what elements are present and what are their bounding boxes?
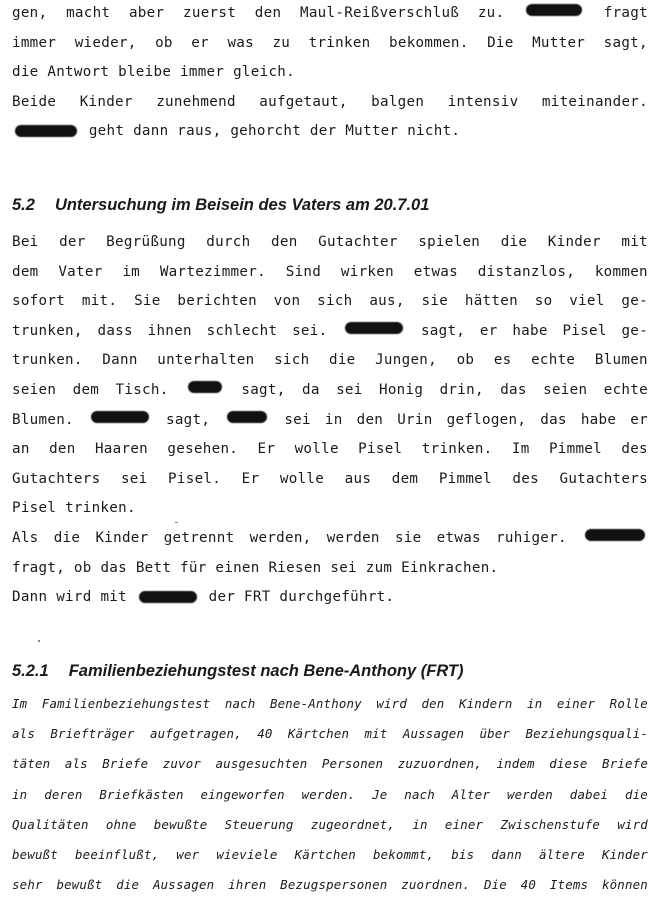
word: berichten <box>177 293 257 310</box>
word: werden, <box>249 530 312 546</box>
word: schlecht <box>206 322 278 339</box>
word: ge- <box>621 322 648 339</box>
word: dass <box>97 322 133 339</box>
word: bewußt <box>56 877 103 893</box>
text-line <box>12 93 648 111</box>
word: Qualitäten <box>12 816 89 832</box>
word: habe <box>512 322 548 339</box>
text-line <box>12 817 648 833</box>
word: Bett <box>135 559 172 576</box>
word: Riesen <box>268 559 322 576</box>
word: Sind <box>285 263 322 280</box>
text-line <box>12 726 648 742</box>
word: von <box>273 293 301 310</box>
word: Gutachters <box>559 470 648 487</box>
word: Die <box>483 877 507 893</box>
word: Sie <box>134 293 161 310</box>
word: Pisel <box>358 441 403 458</box>
word: sich <box>274 352 310 369</box>
word: gen, <box>12 5 48 21</box>
text-line <box>12 588 648 606</box>
word: das <box>540 411 567 428</box>
word: sagt, <box>166 411 211 428</box>
word: das <box>100 559 127 576</box>
redaction-mark <box>345 322 403 334</box>
word: macht <box>66 5 111 21</box>
word: bleibe <box>118 64 172 81</box>
word: er <box>479 322 498 339</box>
word: einer <box>444 816 484 832</box>
word: Briefträger <box>50 726 135 742</box>
word: nicht. <box>407 123 461 140</box>
word: Haaren <box>94 441 149 458</box>
word: zu <box>272 34 291 51</box>
word: Im <box>511 441 530 458</box>
word: an <box>12 441 30 458</box>
text-line <box>12 787 648 803</box>
word: Vater <box>58 263 103 280</box>
word: Jungen, <box>375 352 437 369</box>
word: als <box>12 726 35 742</box>
word: Pimmel <box>438 470 492 487</box>
word: aus <box>344 470 372 487</box>
word: nach <box>224 696 256 711</box>
word: zuerst <box>183 5 237 21</box>
word: über <box>479 726 511 742</box>
word: trinken <box>308 34 371 51</box>
word: Beide <box>12 93 57 110</box>
word: bewußte <box>153 816 208 832</box>
word: wieder, <box>74 34 137 51</box>
text-line <box>12 34 648 52</box>
word: seien <box>543 382 588 398</box>
word: intensiv <box>447 93 519 110</box>
word: den <box>254 5 282 21</box>
word: bekommt, <box>372 847 435 862</box>
word: da <box>301 382 320 398</box>
word: mit <box>100 589 127 606</box>
text-line <box>12 440 648 458</box>
word: Gutachter <box>318 234 398 250</box>
word: immer <box>12 34 57 51</box>
word: sei <box>284 411 311 428</box>
word: die <box>329 352 356 369</box>
word: der <box>208 589 236 606</box>
word: des <box>621 441 648 458</box>
word: der <box>309 123 337 140</box>
word: ruhiger. <box>496 530 567 546</box>
word: mit <box>364 726 388 742</box>
word: ältere <box>538 847 585 862</box>
word: kommen <box>594 263 648 280</box>
word: Einkrachen. <box>401 559 499 576</box>
word: ob <box>155 34 173 51</box>
word: mit. <box>81 293 118 310</box>
text-line <box>12 233 648 251</box>
word: Gutachters <box>12 470 101 487</box>
text-line <box>12 322 648 340</box>
word: etwas <box>436 530 481 546</box>
word: spielen <box>418 234 481 250</box>
section-title: Untersuchung im Beisein des Vaters am 20.7.01 <box>54 196 430 214</box>
word: ohne <box>105 816 137 832</box>
word: zunehmend <box>156 93 236 110</box>
text-line <box>12 877 648 893</box>
word: Kärtchen <box>287 726 350 742</box>
word: ausgesuchten <box>215 756 308 772</box>
word: Mutter <box>345 123 399 140</box>
word: dem <box>391 470 419 487</box>
word: dann <box>491 847 522 862</box>
word: wird <box>376 696 407 711</box>
word: werden <box>506 786 553 802</box>
word: Antwort <box>47 64 110 81</box>
word: Als <box>12 530 39 546</box>
word: ge- <box>621 293 648 310</box>
word: Er <box>257 441 276 458</box>
word: täten <box>12 756 51 772</box>
word: es <box>493 352 512 369</box>
word: Personen <box>321 756 384 772</box>
word: unterhalten <box>157 352 255 369</box>
word: der <box>59 234 86 250</box>
word: sei <box>120 470 148 487</box>
word: trunken, <box>12 322 83 339</box>
word: wer <box>176 847 200 862</box>
word: die <box>53 530 81 546</box>
word: den <box>49 441 76 458</box>
word: Briefe <box>102 756 149 772</box>
word: in <box>324 411 343 428</box>
text-line <box>12 411 648 429</box>
redaction-mark <box>91 411 149 423</box>
text-line <box>12 351 648 369</box>
word: zugeordnet, <box>310 816 396 832</box>
word: werden. <box>301 786 356 802</box>
word: beeinflußt, <box>75 847 160 862</box>
word: durchgeführt. <box>279 589 395 606</box>
word: wird <box>617 816 648 832</box>
word: Blumen. <box>12 411 74 428</box>
word: trinken. <box>65 500 136 517</box>
word: distanzlos, <box>477 263 576 280</box>
word: Maul-Reißverschluß <box>300 5 460 21</box>
word: sie <box>394 530 422 546</box>
word: dabei <box>569 786 609 802</box>
word: den <box>271 234 298 250</box>
word: hätten <box>464 293 518 310</box>
word: viel <box>569 293 605 310</box>
word: das <box>500 382 527 398</box>
word: echte <box>531 352 576 369</box>
word: geht <box>88 123 125 140</box>
scan-speck <box>175 522 178 523</box>
word: Er <box>241 470 260 487</box>
word: Kinder <box>601 847 648 862</box>
word: FRT <box>244 589 271 606</box>
redaction-mark <box>188 381 222 393</box>
word: wieviele <box>216 847 278 862</box>
word: aber <box>128 5 165 21</box>
word: einer <box>556 696 596 711</box>
word: habe <box>580 411 617 428</box>
word: diese <box>549 756 588 772</box>
redaction-mark <box>526 4 582 16</box>
section-number: 5.2 <box>12 196 35 214</box>
word: Bei <box>12 234 39 250</box>
word: sehr <box>12 877 43 893</box>
word: Pimmel <box>548 441 602 458</box>
word: Blumen <box>594 352 648 369</box>
word: aus, <box>369 293 405 310</box>
word: sagt, <box>241 382 286 398</box>
word: Honig <box>378 382 424 398</box>
word: trinken. <box>421 441 493 458</box>
word: zuvor <box>162 756 202 772</box>
word: den <box>356 411 384 428</box>
word: Alter <box>451 786 491 802</box>
word: sei. <box>292 322 328 339</box>
text-line <box>12 529 648 547</box>
word: ob <box>73 559 92 576</box>
word: trunken. <box>12 352 83 369</box>
word: Kinder <box>95 530 149 546</box>
word: Dann <box>102 352 138 369</box>
word: aufgetragen, <box>149 726 242 742</box>
word: Zwischenstufe <box>500 816 601 832</box>
word: Rolle <box>609 696 648 711</box>
word: fragt, <box>12 559 66 576</box>
word: den <box>421 696 445 711</box>
redaction-mark <box>15 125 77 137</box>
word: wolle <box>279 470 325 487</box>
word: Items <box>549 877 589 893</box>
word: Im <box>12 696 28 711</box>
word: Kärtchen <box>294 847 356 862</box>
word: in <box>527 696 543 711</box>
word: Bezugspersonen <box>280 877 388 893</box>
word: Kinder <box>79 93 133 110</box>
text-line <box>12 696 648 712</box>
word: Briefkästen <box>99 786 184 802</box>
word: sagt, <box>603 34 648 51</box>
word: können <box>601 877 648 893</box>
word: für <box>180 559 207 576</box>
word: er <box>191 34 209 51</box>
word: eingeworfen <box>200 786 285 802</box>
word: 40 <box>520 877 537 893</box>
word: sofort <box>12 293 66 310</box>
text-line <box>12 263 648 281</box>
word: drin, <box>439 382 484 398</box>
word: mit <box>621 234 648 250</box>
word: wolle <box>294 441 339 458</box>
word: aufgetaut, <box>259 93 348 110</box>
word: miteinander. <box>541 93 648 110</box>
word: bis <box>451 847 475 862</box>
word: ihnen <box>147 322 192 339</box>
word: Beziehungsquali- <box>525 726 648 742</box>
word: ihren <box>228 877 267 893</box>
word: Pisel <box>12 500 57 517</box>
word: gleich. <box>233 64 295 81</box>
word: was <box>227 34 254 51</box>
word: zuordnen. <box>401 877 471 893</box>
section-number: 5.2.1 <box>12 662 49 680</box>
word: indem <box>496 756 535 772</box>
word: Kindern <box>458 696 513 711</box>
word: etwas <box>413 263 458 280</box>
word: er <box>630 411 648 428</box>
word: sie <box>421 293 449 310</box>
word: zum <box>365 559 393 576</box>
word: Pisel. <box>168 470 222 487</box>
word: wirken <box>340 263 394 280</box>
word: durch <box>206 234 251 250</box>
redaction-mark <box>585 529 645 541</box>
text-line <box>12 63 648 81</box>
word: immer <box>180 64 225 81</box>
word: getrennt <box>163 530 235 546</box>
word: wird <box>56 589 92 606</box>
word: gehorcht <box>230 123 302 140</box>
word: in <box>412 816 428 832</box>
word: werden <box>326 530 380 546</box>
word: ob <box>456 352 475 369</box>
word: sei <box>336 382 363 398</box>
word: Dann <box>12 589 48 606</box>
word: Aussagen <box>152 877 215 893</box>
word: Mutter <box>532 34 586 51</box>
word: bekommen. <box>389 34 469 51</box>
text-line <box>12 381 648 399</box>
word: sei <box>330 559 357 576</box>
text-line <box>12 499 648 517</box>
word: dem <box>72 382 100 398</box>
section-5-2-1-heading <box>12 662 464 681</box>
word: Je <box>372 786 388 802</box>
text-line <box>12 292 648 310</box>
word: Aussagen <box>402 726 465 742</box>
scan-speck <box>38 640 40 642</box>
word: zu. <box>477 5 505 21</box>
word: Briefe <box>602 756 648 772</box>
word: sich <box>317 293 353 310</box>
word: echte <box>603 382 648 398</box>
word: die <box>116 877 140 893</box>
section-5-2-heading <box>12 196 429 215</box>
word: als <box>64 756 88 772</box>
word: Die <box>487 34 514 51</box>
word: im <box>122 263 141 280</box>
word: sagt, <box>420 322 466 339</box>
redaction-mark <box>227 411 267 423</box>
word: die <box>500 234 528 250</box>
word: Begrüßung <box>106 234 186 250</box>
word: Tisch. <box>115 382 169 398</box>
word: Wartezimmer. <box>159 263 266 280</box>
word: deren <box>44 786 83 802</box>
word: die <box>12 64 39 81</box>
section-title: Familienbeziehungstest nach Bene-Anthony (FRT) <box>68 662 464 680</box>
word: des <box>512 470 539 487</box>
word: Steuerung <box>224 816 294 832</box>
word: Bene-Anthony <box>269 696 362 711</box>
word: gesehen. <box>167 441 239 458</box>
text-line <box>12 847 648 863</box>
word: Pisel <box>562 322 607 339</box>
text-line <box>12 470 648 488</box>
word: so <box>534 293 553 310</box>
word: zuzuordnen, <box>397 756 482 772</box>
word: dem <box>12 263 39 280</box>
word: balgen <box>371 93 425 110</box>
word: bewußt <box>12 847 58 862</box>
word: Urin <box>397 411 433 428</box>
text-line <box>12 4 648 22</box>
word: fragt <box>603 5 648 21</box>
redaction-mark <box>139 591 197 603</box>
word: die <box>624 786 648 802</box>
word: in <box>12 786 28 802</box>
text-line <box>12 559 648 577</box>
word: geflogen, <box>446 411 527 428</box>
text-line <box>12 122 648 140</box>
word: Kinder <box>547 234 601 250</box>
word: 40 <box>257 726 273 742</box>
word: seien <box>12 382 57 398</box>
word: Familienbeziehungstest <box>41 696 211 711</box>
text-line <box>12 756 648 772</box>
word: dann <box>133 123 169 140</box>
word: raus, <box>177 123 222 140</box>
word: nach <box>404 786 435 802</box>
word: einen <box>215 559 260 576</box>
